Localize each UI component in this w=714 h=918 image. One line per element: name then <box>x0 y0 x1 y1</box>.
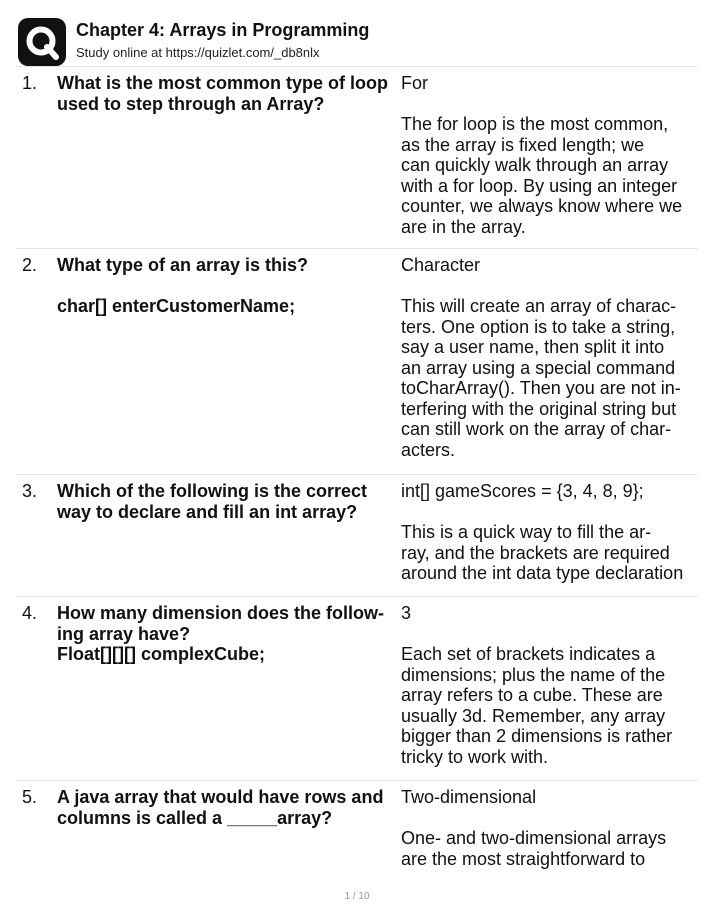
card-term: What type of an array is this? char[] enterCustomerName; <box>57 255 309 316</box>
card-number: 3. <box>22 481 38 501</box>
card-definition: For The for loop is the most common, as the array is fixed length; we can quickly walk through an array with a for loop. By using an integer counter, we always know where we are in the array. <box>401 73 683 237</box>
card-term: How many dimension does the follow- ing array have? Float[][][] complexCube; <box>57 603 385 664</box>
card-definition: int[] gameScores = {3, 4, 8, 9}; This is a quick way to fill the ar- ray, and the brackets are required around the int data type declaration <box>401 481 684 583</box>
study-link[interactable]: Study online at https://quizlet.com/_db8nlx <box>76 45 320 60</box>
flashcard-row <box>16 475 698 597</box>
card-term: A java array that would have rows and columns is called a _____array? <box>57 787 384 828</box>
flashcard-list <box>16 67 698 881</box>
card-term: What is the most common type of loop used to step through an Array? <box>57 73 389 114</box>
card-definition: Two-dimensional One- and two-dimensional arrays are the most straightforward to <box>401 787 667 869</box>
page-title: Chapter 4: Arrays in Programming <box>76 20 370 40</box>
card-number: 1. <box>22 73 38 93</box>
page-header <box>18 14 698 66</box>
flashcard-row <box>16 781 698 881</box>
card-number: 5. <box>22 787 38 807</box>
flashcard-row <box>16 67 698 249</box>
card-number: 2. <box>22 255 38 275</box>
page-number: 1 / 10 <box>344 891 370 902</box>
card-definition: Character This will create an array of charac- ters. One option is to take a string, say a user name, then split it into an array using a special command toCharArray(). Then you are not in- terfering with the original string but can still work on the array of char- acters. <box>401 255 681 460</box>
quizlet-logo-icon <box>18 18 66 66</box>
flashcard-row <box>16 597 698 781</box>
card-term: Which of the following is the correct way to declare and fill an int array? <box>57 481 368 522</box>
flashcard-row <box>16 249 698 475</box>
card-definition: 3 Each set of brackets indicates a dimensions; plus the name of the array refers to a cube. These are usually 3d. Remember, any array bigger than 2 dimensions is rather tricky to work with. <box>401 603 673 767</box>
card-number: 4. <box>22 603 38 623</box>
